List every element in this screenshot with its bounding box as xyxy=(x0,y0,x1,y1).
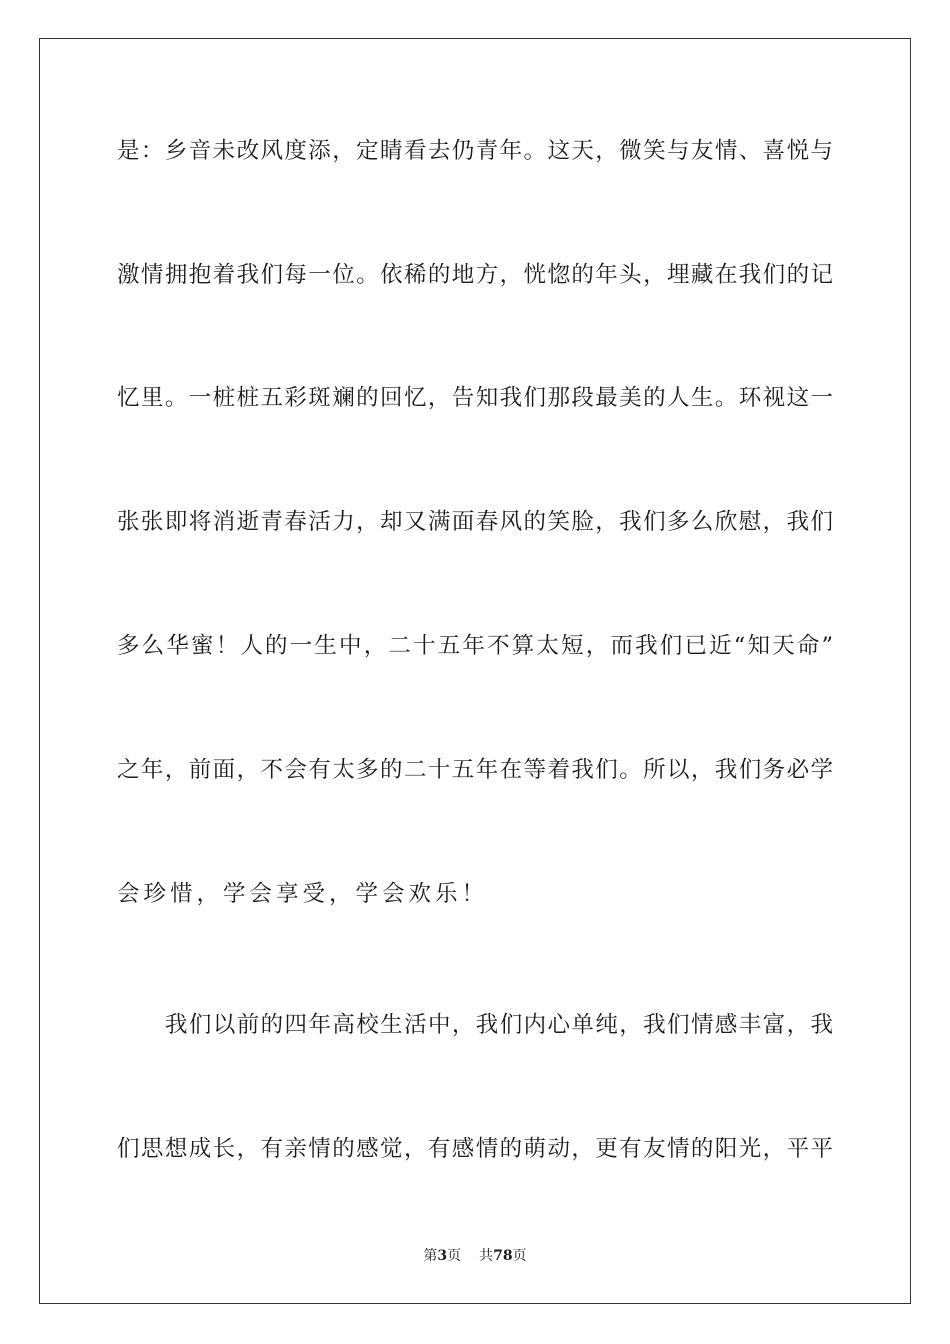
text-line: 会珍惜，学会享受，学会欢乐！ xyxy=(117,881,489,907)
text-line: 激情拥抱着我们每一位。依稀的地方，恍惚的年头，埋藏在我们的记 xyxy=(117,262,833,288)
page-footer xyxy=(0,1245,950,1265)
text-line: 张张即将消逝青春活力，却又满面春风的笑脸，我们多么欣慰，我们 xyxy=(117,509,833,535)
page-prefix: 第 xyxy=(423,1248,438,1264)
total-unit: 页 xyxy=(512,1248,527,1264)
paragraph-first-line: 我们以前的四年高校生活中，我们内心单纯，我们情感丰富，我 xyxy=(165,1012,833,1038)
text-line: 多么华蜜！人的一生中，二十五年不算太短，而我们已近“知天命” xyxy=(117,633,833,659)
total-prefix: 共 xyxy=(479,1248,494,1264)
page-number: 3 xyxy=(437,1248,448,1264)
page-border xyxy=(39,38,911,1304)
text-line: 忆里。一桩桩五彩斑斓的回忆，告知我们那段最美的人生。环视这一 xyxy=(117,385,833,411)
page-unit: 页 xyxy=(447,1248,462,1264)
total-pages: 78 xyxy=(493,1248,513,1264)
text-line: 们思想成长，有亲情的感觉，有感情的萌动，更有友情的阳光，平平 xyxy=(117,1136,833,1162)
text-line: 是：乡音未改风度添，定睛看去仍青年。这天，微笑与友情、喜悦与 xyxy=(117,138,833,164)
text-line: 之年，前面，不会有太多的二十五年在等着我们。所以，我们务必学 xyxy=(117,757,833,783)
